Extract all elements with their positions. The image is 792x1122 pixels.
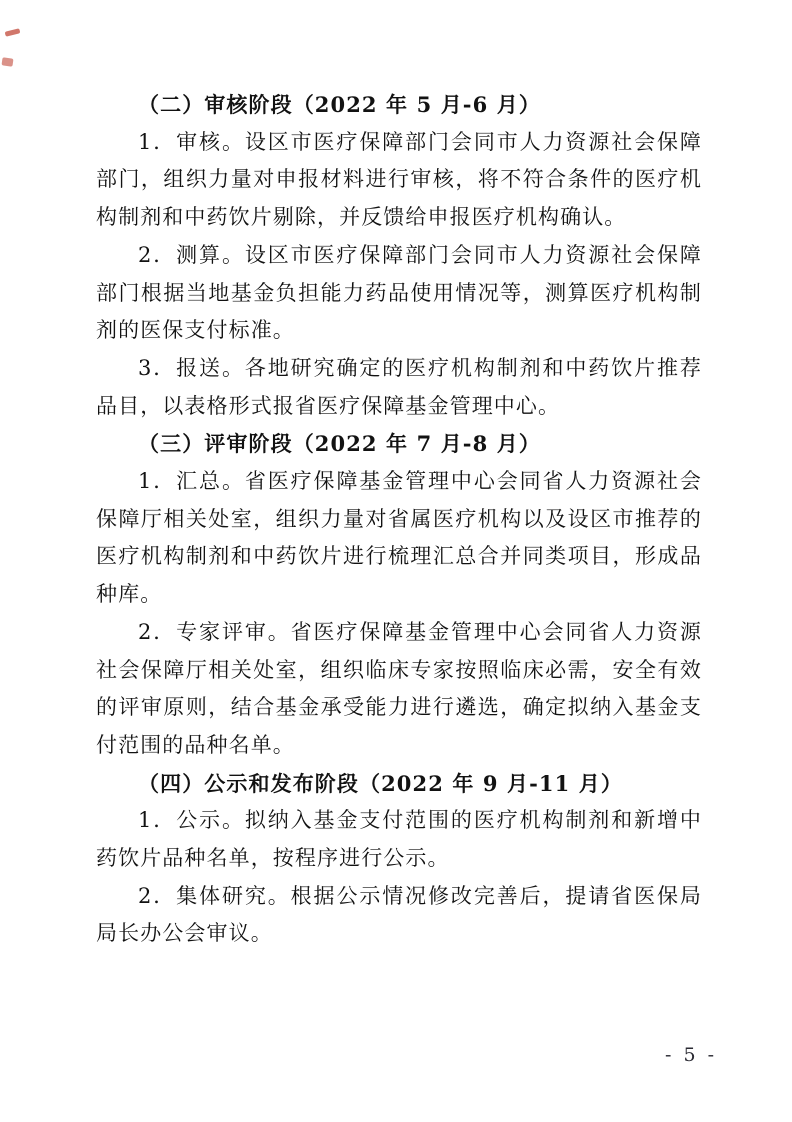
paragraph-review-1-audit: 1．审核。设区市医疗保障部门会同市人力资源社会保障部门，组织力量对申报材料进行审核，将不符合条件的医疗机构制剂和中药饮片剔除，并反馈给申报医疗机构确认。 (96, 129, 702, 230)
section-heading-publicity-stage: （四）公示和发布阶段（2022 年 9 月-11 月） (138, 770, 623, 796)
red-scan-mark (5, 28, 21, 36)
paragraph-publicity-1-announcement: 1．公示。拟纳入基金支付范围的医疗机构制剂和新增中药饮片品种名单，按程序进行公示。 (96, 808, 702, 871)
paragraph-review-3-submission: 3．报送。各地研究确定的医疗机构制剂和中药饮片推荐品目，以表格形式报省医疗保障基金管理中心。 (96, 355, 702, 418)
document-body (96, 86, 702, 953)
section-heading-evaluation-stage: （三）评审阶段（2022 年 7 月-8 月） (138, 431, 541, 457)
paragraph-evaluation-2-expert-review: 2．专家评审。省医疗保障基金管理中心会同省人力资源社会保障厅相关处室，组织临床专家按照临床必需，安全有效的评审原则，结合基金承受能力进行遴选，确定拟纳入基金支付范围的品种名单。 (96, 619, 702, 757)
page-number: - 5 - (664, 1044, 717, 1066)
section-heading-review-stage: （二）审核阶段（2022 年 5 月-6 月） (138, 92, 541, 117)
paragraph-evaluation-1-summary: 1．汇总。省医疗保障基金管理中心会同省人力资源社会保障厅相关处室，组织力量对省属医疗机构以及设区市推荐的医疗机构制剂和中药饮片进行梳理汇总合并同类项目，形成品种库。 (96, 469, 702, 607)
paragraph-review-2-calculation: 2．测算。设区市医疗保障部门会同市人力资源社会保障部门根据当地基金负担能力药品使用情况等，测算医疗机构制剂的医保支付标准。 (96, 242, 702, 343)
paragraph-publicity-2-collective-research: 2．集体研究。根据公示情况修改完善后，提请省医保局局长办公会审议。 (96, 883, 702, 946)
red-scan-mark (1, 57, 13, 66)
